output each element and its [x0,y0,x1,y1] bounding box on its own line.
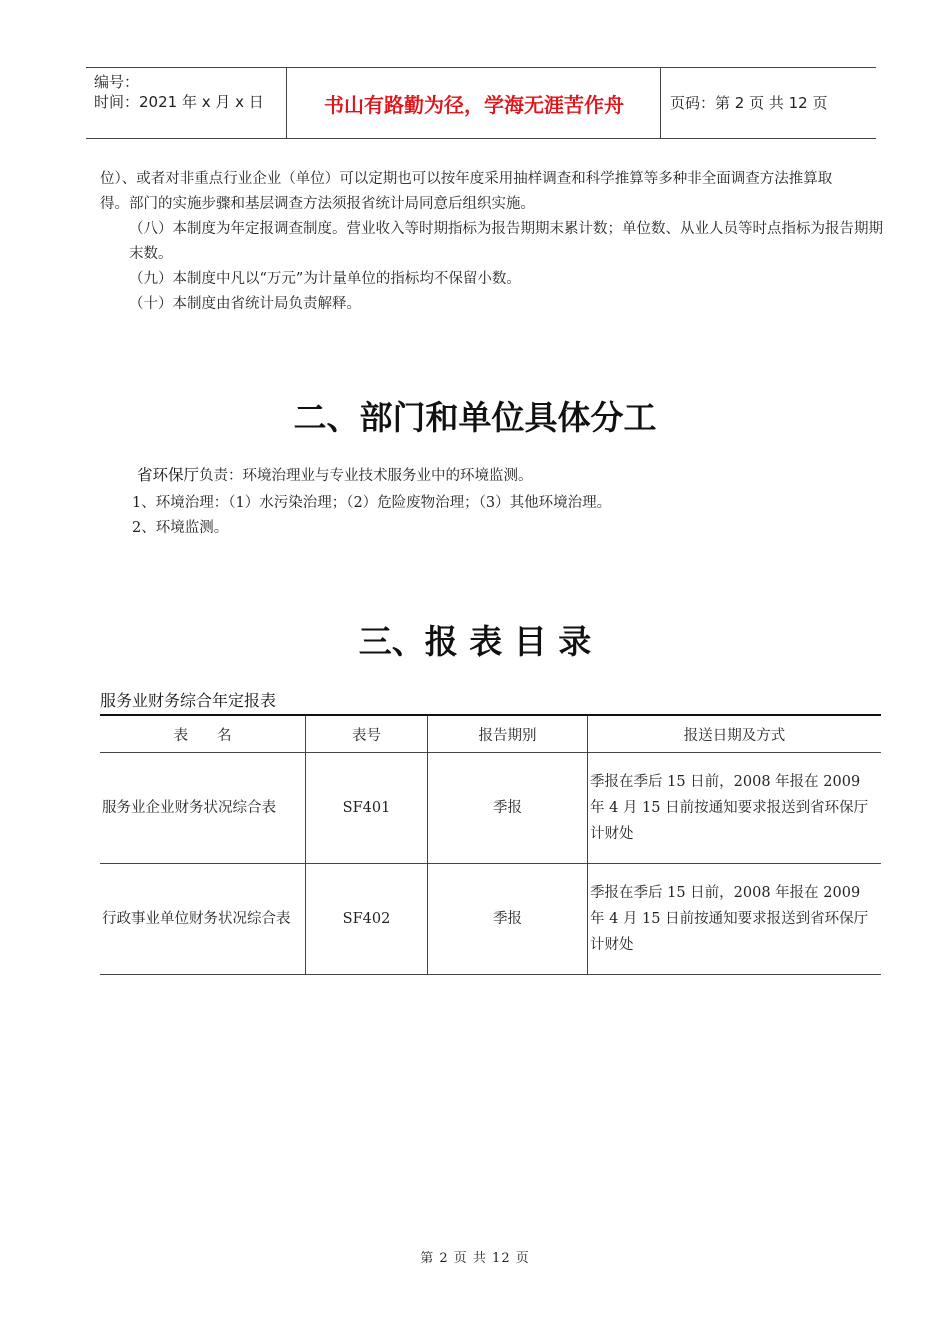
cell-period: 季报 [428,864,588,975]
header-motto: 书山有路勤为径，学海无涯苦作舟 [324,92,624,117]
header-divider [660,68,661,138]
header-number: 编号： [94,73,140,91]
cell-period: 季报 [428,753,588,864]
column-header: 表号 [306,715,428,753]
list-item: 2、环境监测。 [132,520,229,536]
dept-description: 负责：环境治理业与专业技术服务业中的环境监测。 [199,468,533,484]
table-header-row [100,715,881,753]
cell-name: 行政事业单位财务状况综合表 [100,864,306,975]
report-catalog-table [100,714,881,975]
section-heading: 二、部门和单位具体分工 [293,398,657,437]
section-heading: 三、报 表 目 录 [358,622,592,661]
column-header: 报告期别 [428,715,588,753]
table-title: 服务业财务综合年定报表 [100,691,277,710]
header-divider [286,68,287,138]
cell-method: 季报在季后 15 日前，2008 年报在 2009 年 4 月 15 日前按通知要求报送到省环保厅计财处 [588,864,882,975]
column-header: 报送日期及方式 [588,715,882,753]
table-row [100,753,881,864]
header-page-number: 页码：第 2 页 共 12 页 [670,94,828,112]
dept-name: 省环保厅 [137,466,200,484]
list-item: 1、环境治理：（1）水污染治理；（2）危险废物治理；（3）其他环境治理。 [132,495,612,511]
header-time: 时间：2021 年 x 月 x 日 [94,93,264,111]
body-paragraph: （九）本制度中凡以“万元”为计量单位的指标均不保留小数。 [129,271,521,287]
table-row [100,864,881,975]
cell-method: 季报在季后 15 日前，2008 年报在 2009 年 4 月 15 日前按通知要求报送到省环保厅计财处 [588,753,882,864]
page-footer: 第 2 页 共 12 页 [420,1251,530,1266]
column-header: 表 名 [100,715,306,753]
cell-code: SF402 [306,864,428,975]
page-header [86,67,876,139]
header-meta [94,72,284,112]
dept-line [137,463,857,489]
cell-name: 服务业企业财务状况综合表 [100,753,306,864]
body-paragraph: （十）本制度由省统计局负责解释。 [129,296,361,312]
body-paragraph: 位）、或者对非重点行业企业（单位）可以定期也可以按年度采用抽样调查和科学推算等多种非全面调查方法推算取得。部门的实施步骤和基层调查方法须报省统计局同意后组织实施。 [100,171,833,212]
cell-code: SF401 [306,753,428,864]
body-paragraph: （八）本制度为年定报调查制度。营业收入等时期指标为报告期期末累计数；单位数、从业人员等时点指标为报告期期末数。 [129,221,883,262]
